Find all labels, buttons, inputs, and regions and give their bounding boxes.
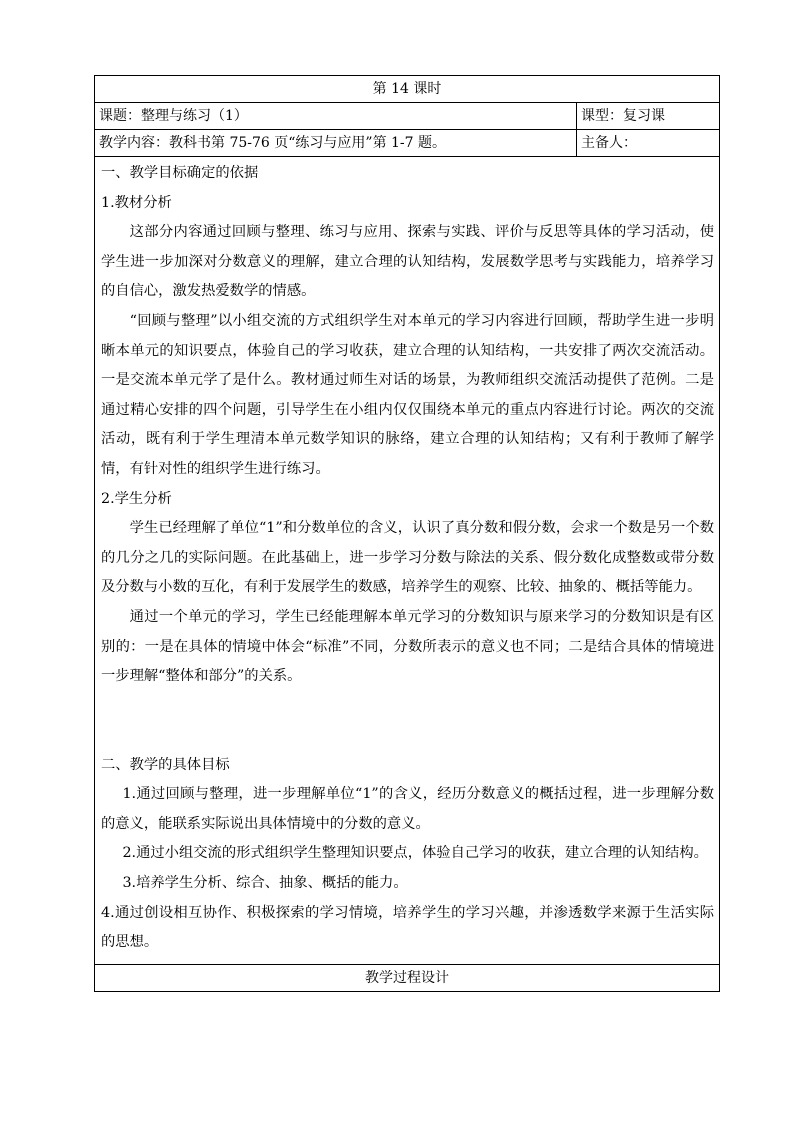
section1-heading: 一、教学目标确定的依据	[101, 165, 259, 181]
process-design-row	[95, 964, 720, 991]
lesson-plan-table	[94, 75, 720, 992]
main-content-cell	[95, 157, 720, 965]
lesson-type: 课型：复习课	[577, 103, 720, 130]
blank-space	[101, 692, 714, 751]
topic-row	[95, 103, 720, 130]
textbook-analysis-paragraph-1: 这部分内容通过回顾与整理、练习与应用、探索与实践、评价与反思等具体的学习活动，使学生进一步加深对分数意义的理解，建立合理的认知结构，发展数学思考与实践能力，培养学习的自信心，激发热爱数学的情感。	[101, 224, 714, 300]
lesson-number-row	[95, 76, 720, 103]
process-design-title: 教学过程设计	[95, 964, 720, 991]
goal-3: 3.培养学生分析、综合、抽象、概括的能力。	[122, 875, 408, 892]
student-analysis-paragraph-1: 学生已经理解了单位“1”和分数单位的含义，认识了真分数和假分数，会求一个数是另一个数的几分之几的实际问题。在此基础上，进一步学习分数与除法的关系、假分数化成整数或带分数及分数与小数的互化，有利于发展学生的数感，培养学生的观察、比较、抽象的、概括等能力。	[101, 520, 714, 596]
main-content-row	[95, 157, 720, 965]
preparer: 主备人：	[577, 130, 720, 157]
section2-heading: 二、教学的具体目标	[101, 756, 230, 773]
textbook-analysis-title: 1.教材分析	[101, 194, 172, 211]
student-analysis-paragraph-2: 通过一个单元的学习，学生已经能理解本单元学习的分数知识与原来学习的分数知识是有区别的：一是在具体的情境中体会“标准”不同，分数所表示的意义也不同；二是结合具体的情境进一步理解“整体和部分”的关系。	[101, 608, 714, 685]
goal-2: 2.通过小组交流的形式组织学生整理知识要点，体验自己学习的收获，建立合理的认知结构。	[122, 845, 708, 862]
teaching-content: 教学内容：教科书第 75-76 页“练习与应用”第 1-7 题。	[95, 130, 577, 157]
goal-1: 1.通过回顾与整理，进一步理解单位“1”的含义，经历分数意义的概括过程，进一步理解分数的意义，能联系实际说出具体情境中的分数的意义。	[101, 786, 714, 832]
lesson-plan-document	[94, 75, 719, 992]
lesson-topic: 课题：整理与练习（1）	[95, 103, 577, 130]
content-row	[95, 130, 720, 157]
goal-4: 4.通过创设相互协作、积极探索的学习情境，培养学生的学习兴趣，并渗透数学来源于生活实际的思想。	[101, 904, 714, 951]
lesson-number: 第 14 课时	[95, 76, 720, 103]
student-analysis-title: 2.学生分析	[101, 490, 172, 507]
textbook-analysis-paragraph-2: “回顾与整理”以小组交流的方式组织学生对本单元的学习内容进行回顾，帮助学生进一步明晰本单元的知识要点，体验自己的学习收获，建立合理的认知结构，一共安排了两次交流活动。一是交流本单元学了是什么。教材通过师生对话的场景，为教师组织交流活动提供了范例。二是通过精心安排的四个问题，引导学生在小组内仅仅围绕本单元的重点内容进行讨论。两次的交流活动，既有利于学生理清本单元数学知识的脉络，建立合理的认知结构；又有利于教师了解学情，有针对性的组织学生进行练习。	[101, 312, 714, 477]
